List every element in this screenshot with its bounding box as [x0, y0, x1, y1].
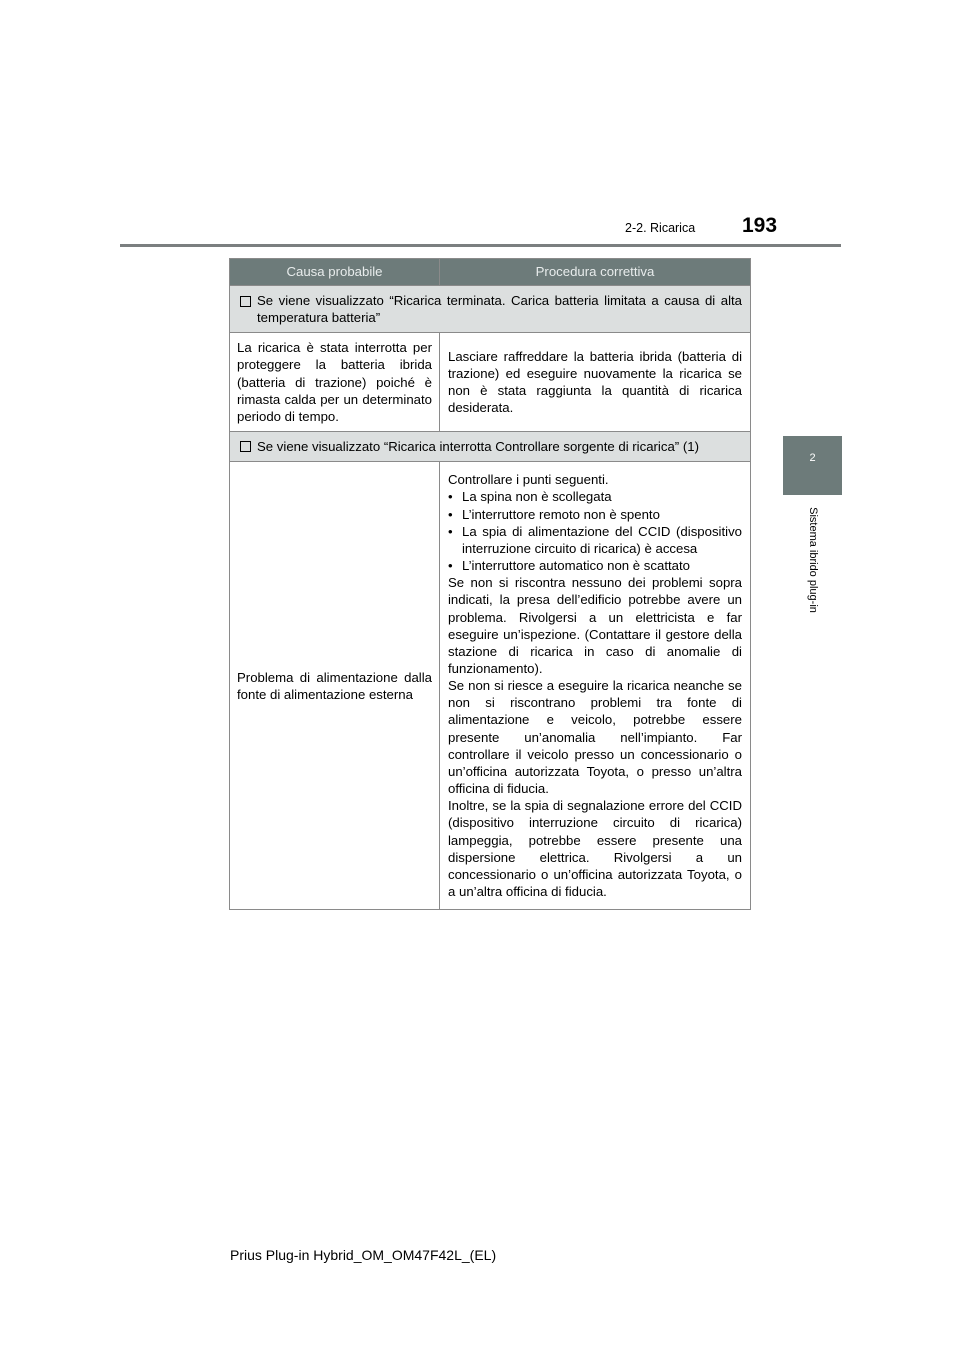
table-row [230, 333, 751, 432]
chapter-tab [783, 436, 842, 495]
column-header-procedure: Procedura correttiva [440, 259, 751, 286]
checkbox-square-icon [240, 296, 251, 307]
case1-title: Se viene visualizzato “Ricarica terminata. Carica batteria limitata a causa di alta temperatura batteria” [257, 293, 742, 326]
procedure-paragraph: Inoltre, se la spia di segnalazione errore del CCID (dispositivo interruzione circuito di ricarica) lampeggia, potrebbe essere presente una dispersione elettrica. Rivolgersi a un concessionario o un’officina autorizzata Toyota, o a un’altra officina di fiducia. [448, 798, 742, 899]
chapter-number: 2 [809, 452, 816, 464]
case1-cause: La ricarica è stata interrotta per proteggere la batteria ibrida (batteria di trazione) poiché è rimasta calda per un determinato periodo di tempo. [230, 333, 440, 432]
case2-cause: Problema di alimentazione dalla fonte di alimentazione esterna [230, 462, 440, 910]
checkbox-square-icon [240, 441, 251, 452]
list-item: • L’interruttore automatico non è scattato [448, 557, 742, 574]
table-header-row [230, 259, 751, 286]
troubleshooting-table [229, 258, 751, 910]
case-header-row [230, 432, 751, 462]
case2-title: Se viene visualizzato “Ricarica interrotta Controllare sorgente di ricarica” (1) [257, 439, 699, 455]
header-divider [120, 244, 841, 247]
chapter-title: Sistema ibrido plug-in [807, 507, 819, 613]
list-item: • La spina non è scollegata [448, 488, 742, 505]
procedure-paragraph: Se non si riesce a eseguire la ricarica neanche se non si riscontrano problemi tra fonte di alimentazione e veicolo, potrebbe essere presente un’anomalia nell’impianto. Far controllare il veicolo presso un concessionario o un’officina autorizzata Toyota, o presso un’altra officina di fiducia. [448, 678, 742, 797]
column-header-cause: Causa probabile [230, 259, 440, 286]
procedure-intro: Controllare i punti seguenti. [448, 472, 609, 488]
footer-document-id: Prius Plug-in Hybrid_OM_OM47F42L_(EL) [230, 1247, 497, 1263]
list-item: • L’interruttore remoto non è spento [448, 506, 742, 523]
case2-procedure [440, 462, 751, 910]
page-number: 193 [742, 214, 778, 237]
section-title: 2-2. Ricarica [625, 221, 696, 235]
table-row [230, 462, 751, 910]
procedure-paragraph: Se non si riscontra nessuno dei problemi sopra indicati, la presa dell’edificio potrebbe avere un problema. Rivolgersi a un elettricista e far eseguire un’ispezione. (Contattare il gestore della stazione di ricarica in caso di anomalie di funzionamento). [448, 575, 742, 676]
case1-procedure: Lasciare raffreddare la batteria ibrida (batteria di trazione) ed eseguire nuovamente la ricarica se non è stata raggiunta la quantità di ricarica desiderata. [440, 333, 751, 432]
list-item: • La spia di alimentazione del CCID (dispositivo interruzione circuito di ricarica) è accesa [448, 523, 742, 557]
case-header-row [230, 286, 751, 333]
checklist [448, 488, 742, 574]
